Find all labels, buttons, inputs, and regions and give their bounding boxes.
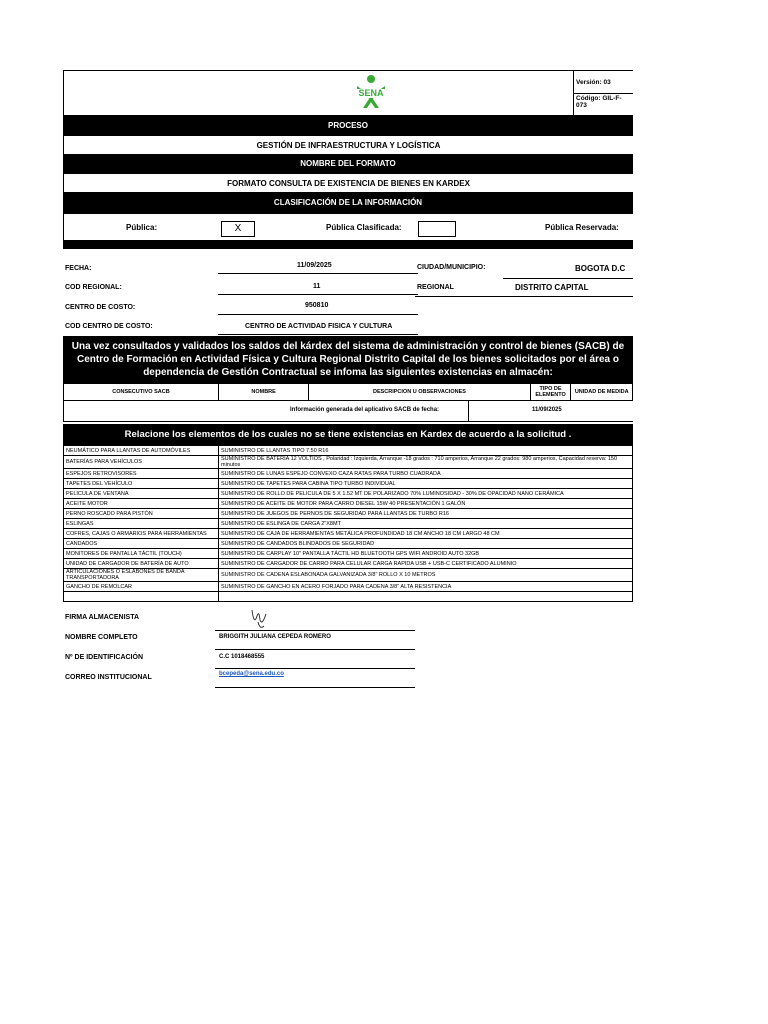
publica-label: Pública:: [126, 223, 158, 232]
item-name: ESLINGAS: [64, 519, 219, 529]
cod-centro-value: CENTRO DE ACTIVIDAD FISICA Y CULTURA: [245, 323, 393, 330]
table-row: [64, 446, 633, 456]
info-block: [63, 249, 633, 339]
correo-label: CORREO INSTITUCIONAL: [65, 674, 152, 681]
regional-label: REGIONAL: [417, 284, 454, 291]
item-description: SUMINISTRO DE ACEITE DE MOTOR PARA CARRO DIESEL 15W 40 PRESENTACIÓN 1 GALÓN: [219, 499, 633, 509]
form-header: [63, 70, 633, 116]
sena-logo-text: SENA: [352, 89, 390, 98]
table-row: [64, 479, 633, 489]
item-name: BATERÍAS PARA VEHÍCULOS: [64, 456, 219, 469]
item-description: SUMINISTRO DE ESLINGA DE CARGA 2"X8MT: [219, 519, 633, 529]
generated-date: 11/09/2025: [532, 407, 562, 413]
divider-bar: [63, 240, 633, 249]
version-label: Versión: 03: [574, 71, 633, 94]
item-name: GANCHO DE REMOLCAR: [64, 582, 219, 592]
col-unidad: UNIDAD DE MEDIDA: [574, 389, 629, 395]
table-row: [64, 489, 633, 499]
item-name: PERNO ROSCADO PARA PISTÓN: [64, 509, 219, 519]
clasificacion-bar: CLASIFICACIÓN DE LA INFORMACIÓN: [63, 192, 633, 214]
item-description: SUMINISTRO DE GANCHO EN ACERO FORJADO PARA CADENA 3/8" ALTA RESISTENCIA: [219, 582, 633, 592]
cod-regional-label: COD REGIONAL:: [65, 284, 122, 291]
col-tipo: TIPO DE ELEMENTO: [531, 384, 572, 400]
item-description: SUMINISTRO DE TAPETES PARA CABINA TIPO TURBO INDIVIDUAL: [219, 479, 633, 489]
publica-checkbox[interactable]: X: [221, 221, 255, 237]
cod-regional-value: 11: [313, 283, 321, 290]
item-name: ARTICULACIONES O ESLABONES DE BANDA TRANSPORTADORA: [64, 569, 219, 582]
publica-clasificada-checkbox[interactable]: [418, 221, 456, 237]
item-name: COFRES, CAJAS O ARMARIOS PARA HERRAMIENTAS: [64, 529, 219, 539]
item-name: PELICULA DE VENTANA: [64, 489, 219, 499]
regional-value: DISTRITO CAPITAL: [515, 283, 589, 292]
fecha-label: FECHA:: [65, 265, 92, 272]
form-meta: [573, 71, 633, 116]
ciudad-label: CIUDAD/MUNICIPIO:: [417, 264, 486, 271]
item-name: CANDADOS: [64, 539, 219, 549]
table-header: [63, 383, 633, 401]
col-nombre: NOMBRE: [219, 384, 309, 400]
item-description: SUMINISTRO DE CARGADOR DE CARRO PARA CELULAR CARGA RAPIDA USB + USB-C CERTIFICADO ALUMINIO: [219, 559, 633, 569]
generated-label: Información generada del aplicativo SACB de fecha:: [290, 407, 440, 413]
item-name: TAPETES DEL VEHÍCULO: [64, 479, 219, 489]
item-description: SUMINISTRO DE CANDADOS BLINDADOS DE SEGURIDAD: [219, 539, 633, 549]
table-row: [64, 569, 633, 582]
firma-label: FIRMA ALMACENISTA: [65, 614, 140, 621]
nombre-label: NOMBRE COMPLETO: [65, 634, 138, 641]
generated-row: [63, 401, 633, 422]
table-row: [64, 549, 633, 559]
sena-logo: [349, 74, 393, 119]
item-name: UNIDAD DE CARGADOR DE BATERÍA DE AUTO: [64, 559, 219, 569]
fecha-value: 11/09/2025: [297, 262, 332, 269]
item-description: [219, 592, 633, 602]
nombre-formato-bar: NOMBRE DEL FORMATO: [63, 154, 633, 174]
clasificacion-row: [63, 214, 633, 240]
id-label: Nº DE IDENTIFICACIÓN: [65, 654, 144, 661]
table-row: [64, 592, 633, 602]
item-name: ACEITE MOTOR: [64, 499, 219, 509]
publica-clasificada-label: Pública Clasificada:: [326, 223, 402, 232]
table-row: [64, 469, 633, 479]
item-description: SUMINISTRO DE CAJA DE HERRAMIENTAS METÁLICA PROFUNDIDAD 18 CM ANCHO 18 CM LARGO 48 CM: [219, 529, 633, 539]
item-name: [64, 592, 219, 602]
item-description: SUMINISTRO DE CARPLAY 10" PANTALLA TÁCTIL HD BLUETOOTH GPS WIFI ANDROID AUTO 32GB: [219, 549, 633, 559]
nombre-formato-value: FORMATO CONSULTA DE EXISTENCIA DE BIENES EN KARDEX: [63, 174, 633, 192]
table-row: [64, 509, 633, 519]
publica-reservada-label: Pública Reservada:: [545, 223, 619, 232]
ciudad-value: BOGOTA D.C: [575, 264, 626, 273]
centro-costo-label: CENTRO DE COSTO:: [65, 304, 136, 311]
code-label: Código: GIL-F-073: [576, 95, 622, 109]
item-name: MONITORES DE PANTALLA TÁCTIL (TOUCH): [64, 549, 219, 559]
table-row: [64, 539, 633, 549]
col-consecutivo: CONSECUTIVO SACB: [64, 384, 219, 400]
items-table: [63, 445, 633, 602]
item-description: SUMINISTRO DE CADENA ESLABONADA GALVANIZADA 3/8" ROLLO X 10 METROS: [219, 569, 633, 582]
table-row: [64, 499, 633, 509]
existencias-banner: Una vez consultados y validados los saldos del kárdex del sistema de administración y control de bienes (SACB) de Centro de Formación en Actividad Física y Cultura Regional Distrito Capital de los bienes solicitados por el área o dependencia de Gestión Contractual se infoma las siguientes existencias en almacén:: [63, 336, 633, 383]
relacione-banner: Relacione los elementos de los cuales no se tiene existencias en Kardex de acuerdo a la solicitud .: [63, 424, 633, 445]
id-value: C.C 1018468555: [219, 654, 265, 660]
item-name: NEUMÁTICO PARA LLANTAS DE AUTOMÓVILES: [64, 446, 219, 456]
proceso-value: GESTIÓN DE INFRAESTRUCTURA Y LOGÍSTICA: [63, 136, 633, 154]
item-description: SUMINISTRO DE BATERIA 12 VOLTIOS , Polaridad : Izquierda, Arranque -18 grados : 710 amperios, Arranque 22 grados: 980 amperios, Capacidad reserva: 150 minutos: [219, 456, 633, 469]
item-description: SUMINISTRO DE ROLLO DE PELICULA DE 5 X 1.52 MT DE POLARIZADO 70% LUMINOSIDAD - 30% DE OPACIDAD NANO CERÁMICA: [219, 489, 633, 499]
cod-centro-label: COD CENTRO DE COSTO:: [65, 323, 153, 330]
table-row: [64, 519, 633, 529]
proceso-bar: PROCESO: [63, 116, 633, 136]
signature-block: [63, 602, 633, 694]
item-description: SUMINISTRO DE LUNAS ESPEJO CONVEXO CAZA RATAS PARA TURBO CUADRADA: [219, 469, 633, 479]
item-description: SUMINISTRO DE LLANTAS TIPO 7.50 R16: [219, 446, 633, 456]
correo-link[interactable]: bcepeda@sena.edu.co: [219, 671, 284, 677]
item-description: SUMINISTRO DE JUEGOS DE PERNOS DE SEGURIDAD PARA LLANTAS DE TURBO R16: [219, 509, 633, 519]
col-descripcion: DESCRIPCION U OBSERVACIONES: [309, 384, 530, 400]
table-row: [64, 559, 633, 569]
form-document: [63, 70, 633, 694]
table-row: [64, 529, 633, 539]
table-row: [64, 456, 633, 469]
nombre-value: BRIGGITH JULIANA CEPEDA ROMERO: [219, 634, 331, 640]
centro-costo-value: 950810: [305, 302, 329, 309]
table-row: [64, 582, 633, 592]
item-name: ESPEJOS RETROVISORES: [64, 469, 219, 479]
